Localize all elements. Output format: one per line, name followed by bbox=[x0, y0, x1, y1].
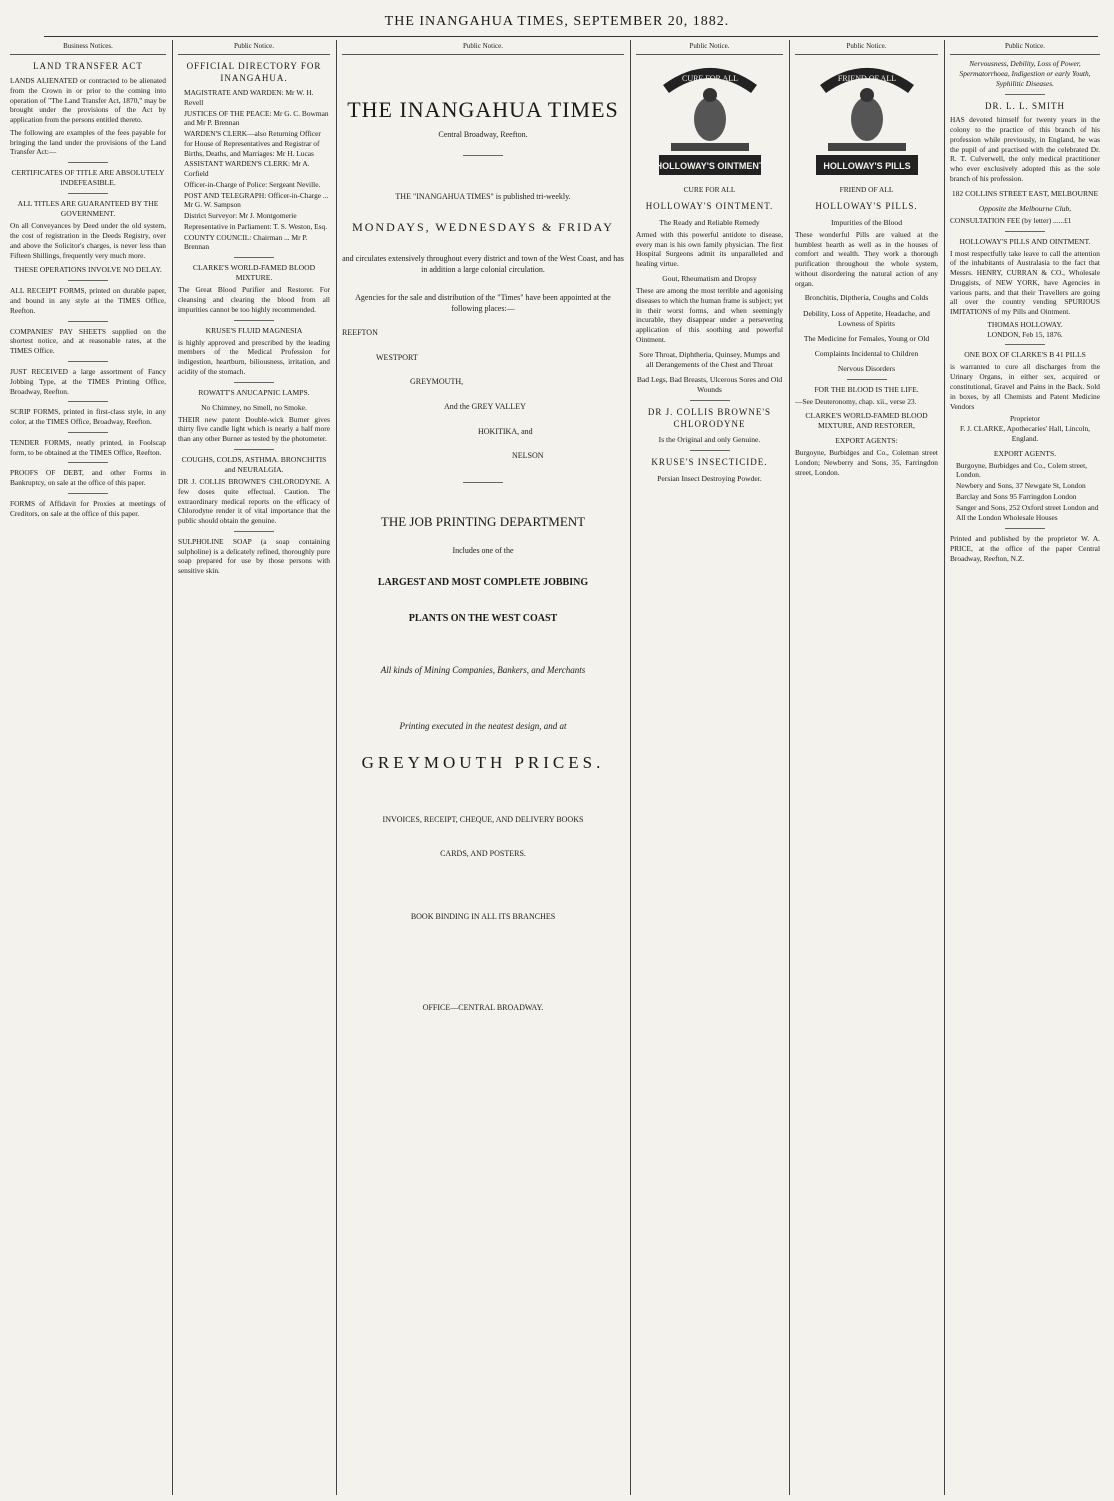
pills-text1: These wonderful Pills are valued at the humblest hearth as well as in the houses of comfort and wealth. They work a thorough purification throughout the whole system, without disordering the natural action of any organ. bbox=[795, 229, 938, 288]
clarke-name: F. J. CLARKE, Apothecaries' Hall, Lincoln, England. bbox=[959, 424, 1091, 443]
kruse-title: KRUSE'S FLUID MAGNESIA bbox=[205, 325, 303, 335]
box-title: ONE BOX OF CLARKE'S B 41 PILLS bbox=[964, 350, 1086, 360]
pills-sub1: Impurities of the Blood bbox=[830, 217, 903, 227]
directory-entry: MAGISTRATE AND WARDEN: Mr W. H. Revell bbox=[184, 87, 314, 107]
divider bbox=[234, 449, 274, 450]
agency-place: REEFTON bbox=[342, 328, 378, 338]
kruse-text: is highly approved and prescribed by the leading members of the Medical Profession for indigestion, heartburn, biliousness, irritation, and acidity of the stomach. bbox=[178, 337, 330, 376]
cards-text: CARDS, AND POSTERS. bbox=[440, 849, 526, 859]
times-address: Central Broadway, Reefton. bbox=[438, 130, 528, 140]
blood-ref: —See Deuteronomy, chap. xii., verse 23. bbox=[795, 396, 917, 406]
invoices-text: INVOICES, RECEIPT, CHEQUE, AND DELIVERY BOOKS bbox=[382, 814, 584, 824]
column-rule bbox=[789, 40, 790, 1495]
divider bbox=[68, 193, 108, 194]
times-title: THE INANGAHUA TIMES bbox=[347, 97, 619, 123]
plants-text: PLANTS ON THE WEST COAST bbox=[408, 612, 558, 624]
column-rule bbox=[944, 40, 945, 1495]
column-header: Business Notices. bbox=[10, 40, 166, 55]
scrip-ad: SCRIP FORMS, printed in first-class style, in any color, at the TIMES Office, Broadway, Reefton. bbox=[10, 407, 166, 427]
column-header: Public Notice. bbox=[342, 40, 624, 55]
kinds-text: All kinds of Mining Companies, Bankers, and Merchants bbox=[380, 664, 586, 675]
export-agent: All the London Wholesale Houses bbox=[956, 513, 1058, 523]
ointment-caption: CURE FOR ALL bbox=[683, 185, 736, 195]
directory-entry: ASSISTANT WARDEN'S CLERK: Mr A. Corfield bbox=[184, 159, 310, 179]
divider bbox=[68, 462, 108, 463]
column-header: Public Notice. bbox=[950, 40, 1100, 55]
divider bbox=[68, 432, 108, 433]
column-6 bbox=[950, 40, 1100, 1495]
operations-heading: THESE OPERATIONS INVOLVE NO DELAY. bbox=[14, 265, 162, 275]
holloway-date: LONDON, Feb 15, 1876. bbox=[987, 329, 1063, 339]
divider bbox=[68, 321, 108, 322]
insecticide-sub: Persian Insect Destroying Powder. bbox=[657, 474, 762, 484]
ointment-sub4: Bad Legs, Bad Breasts, Ulcerous Sores and Old Wounds bbox=[636, 374, 783, 394]
column-header: Public Notice. bbox=[636, 40, 783, 55]
column-rule bbox=[630, 40, 631, 1495]
receipt-ad: ALL RECEIPT FORMS, printed on durable paper, and bound in any style at the TIMES Office, Reefton. bbox=[10, 286, 166, 315]
pay-sheets-ad: COMPANIES' PAY SHEETS supplied on the shortest notice, and at reasonable rates, at the TIMES Office. bbox=[10, 326, 166, 356]
binding-text: BOOK BINDING IN ALL ITS BRANCHES bbox=[410, 912, 556, 922]
land-transfer-fees: The following are examples of the fees payable for bringing the land under the provisions of the Land Transfer Act:— bbox=[10, 127, 166, 157]
agency-place: GREYMOUTH, bbox=[410, 377, 464, 387]
tender-ad: TENDER FORMS, neatly printed, in Foolscap form, to be obtained at the TIMES Office, Reefton. bbox=[10, 437, 166, 457]
ointment-label: HOLLOWAY'S OINTMENT bbox=[655, 161, 764, 172]
clarke-title: CLARKE'S WORLD-FAMED BLOOD MIXTURE. bbox=[192, 263, 316, 283]
pills-sub3: Debility, Loss of Appetite, Headache, and Lowness of Spirits bbox=[803, 308, 930, 328]
circulates-text: and circulates extensively throughout every district and town of the West Coast, and has in addition a large colonial circulation. bbox=[342, 254, 624, 274]
forms-ad: FORMS of Affidavit for Proxies at meetings of Creditors, on sale at the office of this paper. bbox=[10, 498, 166, 518]
divider bbox=[68, 361, 108, 362]
export-agent: Burgoyne, Burbidges and Co., Colem street, London. bbox=[956, 460, 1088, 480]
places-list bbox=[342, 328, 624, 461]
includes-text: Includes one of the bbox=[452, 545, 514, 555]
pills-label: HOLLOWAY'S PILLS bbox=[822, 161, 911, 172]
ointment-text1: Armed with this powerful antidote to disease, every man is his own family physician. The first Hospital Surgeons admit its unparalleled and healing virtue. bbox=[636, 229, 783, 269]
land-transfer-title: LAND TRANSFER ACT bbox=[33, 61, 143, 72]
guaranteed-heading: ALL TITLES ARE GUARANTEED BY THE GOVERNMENT. bbox=[17, 199, 159, 219]
divider bbox=[68, 280, 108, 281]
office-text: OFFICE—CENTRAL BROADWAY. bbox=[422, 1002, 544, 1012]
proprietor-label: Proprietor bbox=[1010, 414, 1040, 424]
ointment-sub1: The Ready and Reliable Remedy bbox=[659, 217, 760, 227]
clarke-mixture-title: CLARKE'S WORLD-FAMED BLOOD MIXTURE, AND RESTORER, bbox=[805, 411, 928, 431]
export-agent: Sanger and Sons, 252 Oxford street London and bbox=[956, 502, 1099, 512]
column-rule bbox=[172, 40, 173, 1495]
divider bbox=[1005, 94, 1045, 95]
agency-place: HOKITIKA, and bbox=[478, 426, 533, 436]
export-agent: Newbery and Sons, 37 Newgate St, London bbox=[956, 481, 1086, 491]
pills-banner: FRIEND OF ALL bbox=[837, 74, 896, 84]
agency-place: NELSON bbox=[512, 451, 544, 461]
top-rule bbox=[44, 36, 1098, 37]
lamps-text: THEIR new patent Double-wick Burner gives thirty five candle light which is nearly a half more than any other Burner as tested by the photometer. bbox=[178, 414, 330, 444]
pills-caption: FRIEND OF ALL bbox=[839, 185, 894, 195]
divider bbox=[1005, 344, 1045, 345]
holloway-signed: THOMAS HOLLOWAY. bbox=[987, 319, 1063, 329]
column-4 bbox=[636, 40, 783, 1495]
divider bbox=[1005, 528, 1045, 529]
lamps-title: ROWATT'S ANUCAPNIC LAMPS. bbox=[198, 387, 310, 397]
smith-address: 182 COLLINS STREET EAST, MELBOURNE bbox=[951, 188, 1099, 198]
divider bbox=[234, 320, 274, 321]
column-rule bbox=[336, 40, 337, 1495]
published-text: THE "INANGAHUA TIMES" is published tri-weekly. bbox=[395, 191, 571, 201]
directory-entry: COUNTY COUNCIL: Chairman ... Mr P. Brennan bbox=[184, 232, 308, 252]
divider bbox=[234, 531, 274, 532]
column-5 bbox=[795, 40, 938, 1495]
pills-title: HOLLOWAY'S PILLS. bbox=[815, 201, 918, 211]
coughs-text: DR J. COLLIS BROWNE'S CHLORODYNE. A few doses quite effectual. Caution. The extraordinary medical reports on the efficacy of Chlorodyne render it of vital importance that the public should obtain the genuine. bbox=[178, 477, 330, 526]
directory-entry: WARDEN'S CLERK—also Returning Officer for House of Representatives and Registrar of Births, Deaths, and Marriages: Mr H. Lucas bbox=[184, 129, 321, 158]
ointment-banner: CURE FOR ALL bbox=[681, 74, 738, 84]
smith-text: HAS devoted himself for twenty years in the colony to the practice of this branch of his profession while previously, in England, he was the pupil of and practised with the celebrated Dr. R. T. Culverwell, the only medical practitioner who ever exclusively adopted this as the sole branch of his profession. bbox=[950, 115, 1100, 183]
divider bbox=[690, 400, 730, 401]
sulpholine-text: SULPHOLINE SOAP (a soap containing sulpholine) is a delicately refined, thoroughly pure soap prepared for use by those persons with sensitive skin. bbox=[178, 536, 330, 576]
agents-list bbox=[956, 461, 1100, 524]
smith-fee: CONSULTATION FEE (by letter) ......£1 bbox=[950, 215, 1072, 225]
directory-entry: JUSTICES OF THE PEACE: Mr G. C. Bowman and Mr P. Brennan bbox=[184, 108, 329, 128]
certificates-heading: CERTIFICATES OF TITLE ARE ABSOLUTELY INDEFEASIBLE. bbox=[11, 168, 165, 188]
smith-title: DR. L. L. SMITH bbox=[985, 100, 1065, 111]
lamps-subtitle: No Chimney, no Smell, no Smoke. bbox=[201, 402, 307, 412]
type-ad: JUST RECEIVED a large assortment of Fancy Jobbing Type, at the TIMES Printing Office, Broadway, Reefton. bbox=[10, 366, 166, 396]
pills-engraving bbox=[808, 59, 926, 181]
divider bbox=[68, 401, 108, 402]
largest-text: LARGEST AND MOST COMPLETE JOBBING bbox=[377, 577, 589, 589]
export-heading: EXPORT AGENTS: bbox=[835, 436, 898, 446]
days-text: MONDAYS, WEDNESDAYS & FRIDAY bbox=[352, 220, 614, 235]
land-transfer-intro: LANDS ALIENATED or contracted to be alienated from the Crown in or prior to the coming into operation of "The Land Transfer Act, 1870," may be brought under the provisions of the Act by application from the persons entitled thereto. bbox=[10, 76, 166, 125]
job-title: THE JOB PRINTING DEPARTMENT bbox=[380, 513, 586, 529]
divider bbox=[847, 379, 887, 380]
export-agents: Burgoyne, Burbidges and Co., Coleman street London; Newberry and Sons, 35, Farringdon street, London. bbox=[795, 448, 938, 477]
column-1 bbox=[10, 40, 166, 1495]
divider bbox=[463, 155, 503, 156]
directory-entry: POST AND TELEGRAPH: Officer-in-Charge ... Mr G. W. Sampson bbox=[184, 190, 329, 210]
column-3 bbox=[342, 40, 624, 1495]
divider bbox=[234, 257, 274, 258]
directory-entry: District Surveyor: Mr J. Montgomerie bbox=[184, 211, 297, 221]
pills-sub2: Bronchitis, Diptheria, Coughs and Colds bbox=[804, 293, 929, 303]
chlorodyne-sub: Is the Original and only Genuine. bbox=[658, 435, 761, 445]
divider bbox=[690, 450, 730, 451]
divider bbox=[463, 482, 503, 483]
column-header: Public Notice. bbox=[795, 40, 938, 55]
directory-list bbox=[184, 88, 330, 252]
proofs-ad: PROOFS OF DEBT, and other Forms in Bankruptcy, on sale at the office of this paper. bbox=[10, 468, 166, 488]
column-header: Public Notice. bbox=[178, 40, 330, 55]
insecticide-title: KRUSE'S INSECTICIDE. bbox=[651, 457, 768, 468]
holloway-notice-text: I most respectfully take leave to call the attention of the inhabitants of Australasia to the fact that Messrs. HENRY, CURRAN & CO., Wholesale Druggists, of NEW YORK, have Agencies in various parts, and that their Travellers are going all over the country vending SPURIOUS IMITATIONS of my Pills and Ointment. bbox=[950, 248, 1100, 317]
column-2 bbox=[178, 40, 330, 1495]
ointment-title: HOLLOWAY'S OINTMENT. bbox=[645, 201, 774, 211]
smith-intro: Nervousness, Debility, Loss of Power, Spermatorrhoea, Indigestion or early Youth, Syphilitic Diseases. bbox=[959, 59, 1091, 88]
conveyances-text: On all Conveyances by Deed under the old system, the cost of registration in the Deeds Registry, over and above the Solicitor's charges, is never less than Fifteen Shillings, frequently very much more. bbox=[10, 221, 166, 260]
blood-title: FOR THE BLOOD IS THE LIFE. bbox=[814, 384, 919, 394]
agencies-text: Agencies for the sale and distribution of the "Times" have been appointed at the following places:— bbox=[355, 293, 611, 313]
divider bbox=[68, 162, 108, 163]
chlorodyne-title: DR J. COLLIS BROWNE'S CHLORODYNE bbox=[647, 406, 772, 429]
agency-place: And the GREY VALLEY bbox=[444, 402, 526, 412]
divider bbox=[1005, 231, 1045, 232]
ointment-sub3: Sore Throat, Diphtheria, Quinsey, Mumps and all Derangements of the Chest and Throat bbox=[639, 349, 780, 369]
ointment-text2: These are among the most terrible and agonising diseases to which the human frame is subject; yet in their worst forms, and when seemingly incurable, they disappear under a persevering application of this soothing and powerful Ointment. bbox=[636, 285, 783, 344]
directory-entry: Officer-in-Charge of Police: Sergeant Neville. bbox=[184, 179, 321, 189]
imprint: Printed and published by the proprietor W. A. PRICE, at the office of the paper Central Broadway, Reefton, N.Z. bbox=[950, 534, 1100, 563]
agency-place: WESTPORT bbox=[376, 352, 418, 362]
greymouth-prices: GREYMOUTH PRICES. bbox=[361, 753, 605, 773]
divider bbox=[234, 382, 274, 383]
masthead: THE INANGAHUA TIMES, SEPTEMBER 20, 1882. bbox=[384, 14, 730, 29]
export-heading: EXPORT AGENTS. bbox=[993, 448, 1057, 458]
ointment-sub2: Gout, Rheumatism and Dropsy bbox=[662, 273, 757, 283]
directory-entry: Representative in Parliament: T. S. Weston, Esq. bbox=[184, 221, 328, 231]
clarke-text: The Great Blood Purifier and Restorer. For cleansing and clearing the blood from all impurities cannot be too highly recommended. bbox=[178, 285, 330, 314]
ointment-engraving bbox=[651, 59, 769, 181]
directory-title: OFFICIAL DIRECTORY FOR INANGAHUA. bbox=[186, 61, 322, 84]
box-text: is warranted to cure all discharges from the Urinary Organs, in either sex, acquired or constitutional, Gravel and Pains in the Back. Sold in boxes, by all Chemists and Patent Medicine Vendors bbox=[950, 362, 1100, 411]
coughs-title: COUGHS, COLDS, ASTHMA. BRONCHITIS and NEURALGIA. bbox=[181, 454, 327, 474]
pills-sub6: Nervous Disorders bbox=[837, 363, 896, 373]
smith-opposite: Opposite the Melbourne Club, bbox=[978, 203, 1072, 213]
pills-sub4: The Medicine for Females, Young or Old bbox=[803, 333, 930, 343]
holloway-notice-title: HOLLOWAY'S PILLS AND OINTMENT. bbox=[959, 236, 1091, 246]
export-agent: Barclay and Sons 95 Farringdon London bbox=[956, 491, 1077, 501]
printing-text: Printing executed in the neatest design, and at bbox=[399, 720, 567, 731]
divider bbox=[68, 493, 108, 494]
pills-sub5: Complaints Incidental to Children bbox=[814, 348, 919, 358]
